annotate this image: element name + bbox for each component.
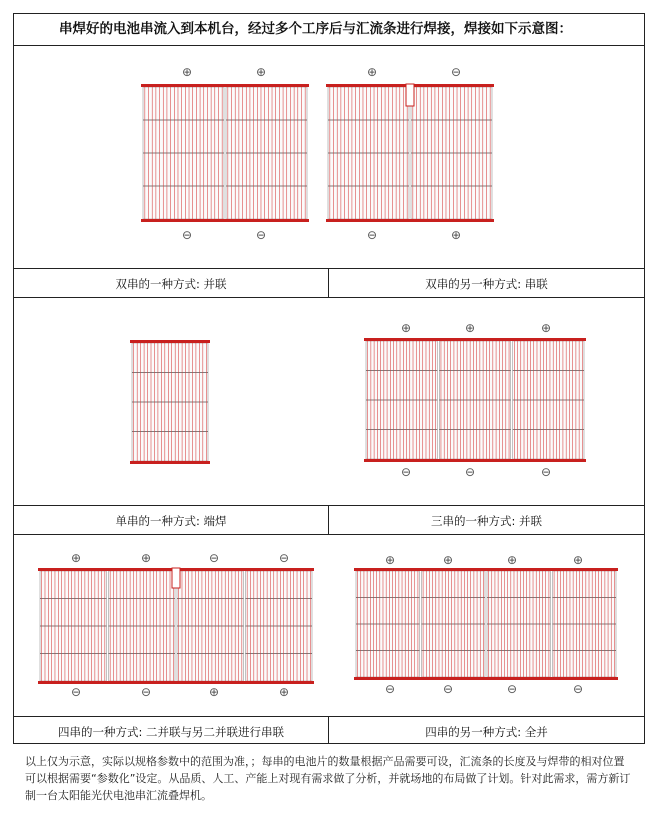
terminal-top-plus-icon: ⊕ [366,65,378,79]
terminal-top-plus-icon: ⊕ [384,553,396,567]
terminal-top-plus-icon: ⊕ [442,553,454,567]
terminal-top-minus-icon: ⊖ [450,65,462,79]
busbar-top [130,340,210,343]
terminal-bottom-minus-icon: ⊖ [540,465,552,479]
terminal-bottom-minus-icon: ⊖ [255,228,267,242]
series-jumper [172,568,180,588]
terminal-top-plus-icon: ⊕ [255,65,267,79]
terminal-top-plus-icon: ⊕ [70,551,82,565]
diagram-dual-series [320,62,500,242]
busbar-bottom [354,677,618,680]
busbar-bottom [130,461,210,464]
caption-single-end: 单串的一种方式: 端焊 [13,505,329,535]
caption-quad-parallel: 四串的另一种方式: 全并 [328,716,645,744]
terminal-bottom-minus-icon: ⊖ [572,682,584,696]
terminal-bottom-minus-icon: ⊖ [140,685,152,699]
terminal-top-plus-icon: ⊕ [506,553,518,567]
page-title: 串焊好的电池串流入到本机台，经过多个工序后与汇流条进行焊接，焊接如下示意图： [13,13,645,46]
terminal-top-plus-icon: ⊕ [181,65,193,79]
caption-triple-parallel: 三串的一种方式: 并联 [328,505,645,535]
diagram-dual-parallel [135,62,315,242]
terminal-top-minus-icon: ⊖ [278,551,290,565]
terminal-bottom-plus-icon: ⊕ [450,228,462,242]
busbar-top [364,338,586,341]
terminal-top-plus-icon: ⊕ [400,321,412,335]
terminal-bottom-minus-icon: ⊖ [464,465,476,479]
terminal-top-plus-icon: ⊕ [572,553,584,567]
terminal-top-minus-icon: ⊖ [208,551,220,565]
terminal-bottom-minus-icon: ⊖ [70,685,82,699]
series-jumper [406,84,414,106]
terminal-bottom-minus-icon: ⊖ [442,682,454,696]
busbar-top [141,84,309,87]
terminal-bottom-minus-icon: ⊖ [181,228,193,242]
diagram-quad-mixed [34,550,320,700]
busbar-top [354,568,618,571]
caption-dual-series: 双串的另一种方式: 串联 [328,268,645,298]
terminal-top-plus-icon: ⊕ [464,321,476,335]
footnote: 以上仅为示意，实际以规格参数中的范围为准，；每串的电池片的数量根据产品需要可设，汇流条的长度及与焊带的相对位置可以根据需要“参数化”设定。从品质、人工、产能上对现有需求做了分析，并就场地的布局做了计划。针对此需求，需方新订制一台太阳能光伏电池串汇流叠焊机。 [25,755,631,802]
terminal-bottom-minus-icon: ⊖ [384,682,396,696]
terminal-top-plus-icon: ⊕ [540,321,552,335]
diagram-quad-parallel [350,552,622,698]
caption-dual-parallel: 双串的一种方式: 并联 [13,268,329,298]
diagram-single-end [124,334,216,468]
busbar-bottom [141,219,309,222]
terminal-top-plus-icon: ⊕ [140,551,152,565]
terminal-bottom-minus-icon: ⊖ [506,682,518,696]
terminal-bottom-minus-icon: ⊖ [400,465,412,479]
busbar-bottom [38,681,314,684]
terminal-bottom-plus-icon: ⊕ [278,685,290,699]
busbar-bottom [326,219,494,222]
terminal-bottom-minus-icon: ⊖ [366,228,378,242]
terminal-bottom-plus-icon: ⊕ [208,685,220,699]
busbar-bottom [364,459,586,462]
diagram-triple-parallel [360,318,590,480]
caption-quad-mixed: 四串的一种方式: 二并联与另二并联进行串联 [13,716,329,744]
